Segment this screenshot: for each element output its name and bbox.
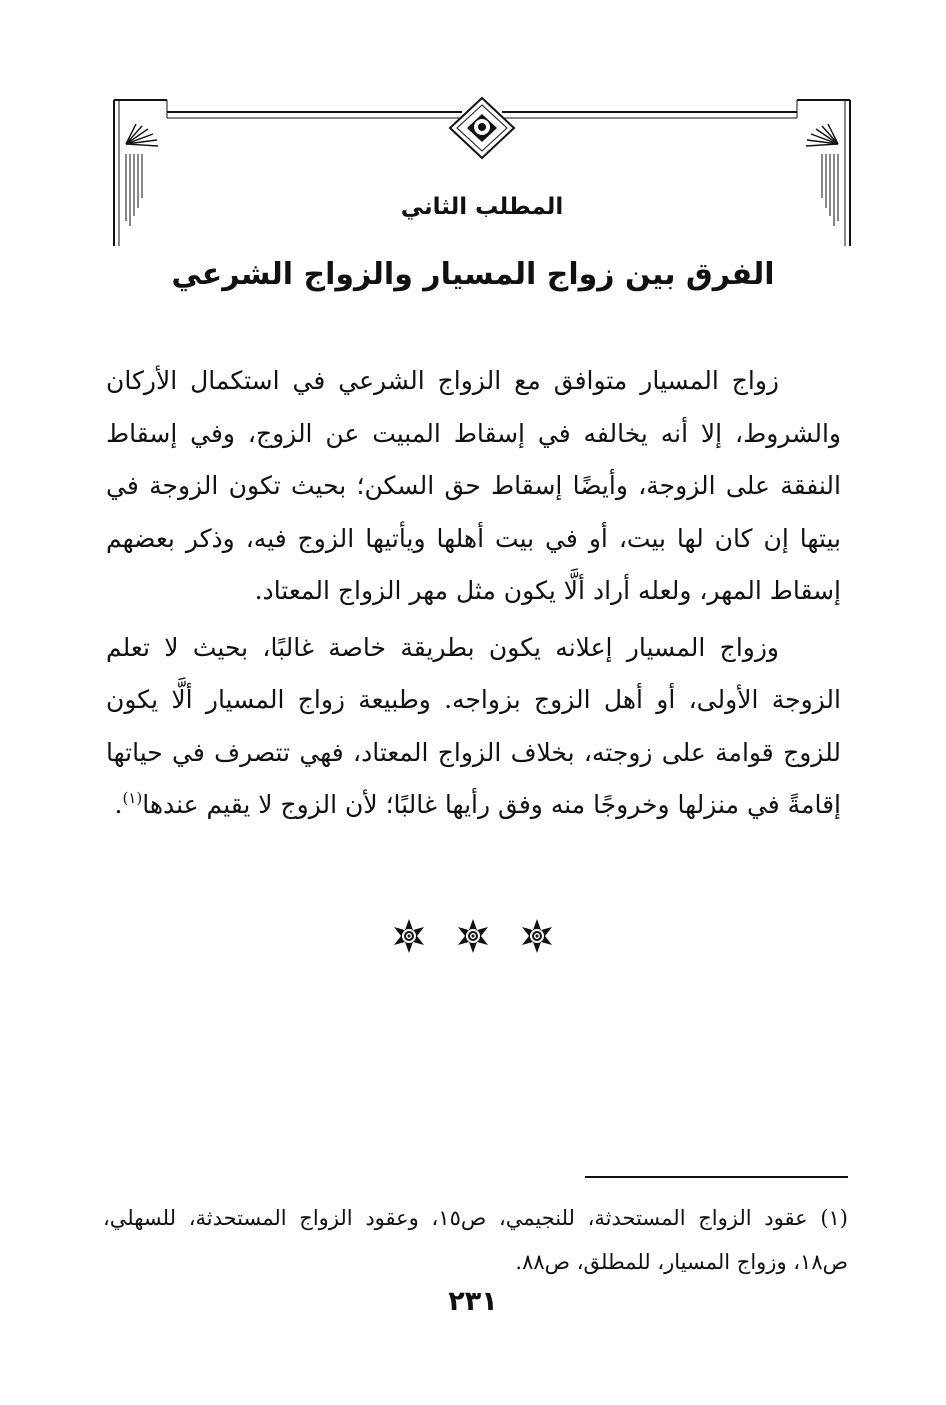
sunburst-diamond-icon bbox=[450, 98, 514, 158]
section-label: المطلب الثاني bbox=[400, 194, 564, 220]
footnote-1: (١) عقود الزواج المستحدثة، للنجيمي، ص١٥، وعقود الزواج المستحدثة، للسهلي، ص١٨، وزواج المسيار، للمطلق، ص٨٨. bbox=[103, 1206, 848, 1274]
footnote-divider bbox=[585, 1176, 848, 1178]
body-text bbox=[106, 355, 841, 832]
footnote-reference[interactable]: (١) bbox=[122, 789, 143, 807]
page-number: ٢٣١ bbox=[448, 1286, 498, 1317]
ornamental-frame-icon bbox=[112, 96, 852, 256]
floral-star-icon bbox=[519, 918, 555, 954]
footnotes bbox=[103, 1196, 848, 1284]
paragraph-1: زواج المسيار متوافق مع الزواج الشرعي في استكمال الأركان والشروط، إلا أنه يخالفه في إسقاط المبيت عن الزوج، وفي إسقاط النفقة على الزوجة، وأيضًا إسقاط حق السكن؛ بحيث تكون الزوجة في بيتها إن كان لها بيت، أو في بيت أهلها ويأتيها الزوج فيه، وذكر بعضهم إسقاط المهر، ولعله أراد ألَّا يكون مثل مهر الزواج المعتاد. bbox=[106, 366, 841, 605]
header-ornamental-frame bbox=[112, 96, 852, 256]
paragraph-2-end: . bbox=[114, 790, 123, 819]
paragraph-2 bbox=[106, 622, 841, 832]
paragraph-2-text: وزواج المسيار إعلانه يكون بطريقة خاصة غالبًا، بحيث لا تعلم الزوجة الأولى، أو أهل الزوج بزواجه. وطبيعة زواج المسيار ألَّا يكون للزوج قوامة على زوجته، بخلاف الزواج المعتاد، فهي تتصرف في حياتها إقامةً في منزلها وخروجًا منه وفق رأيها غالبًا؛ لأن الزوج لا يقيم عندها bbox=[106, 632, 841, 819]
floral-star-icon bbox=[455, 918, 491, 954]
floral-star-icon bbox=[391, 918, 427, 954]
page-title: الفرق بين زواج المسيار والزواج الشرعي bbox=[171, 257, 775, 292]
section-separator bbox=[0, 918, 946, 958]
